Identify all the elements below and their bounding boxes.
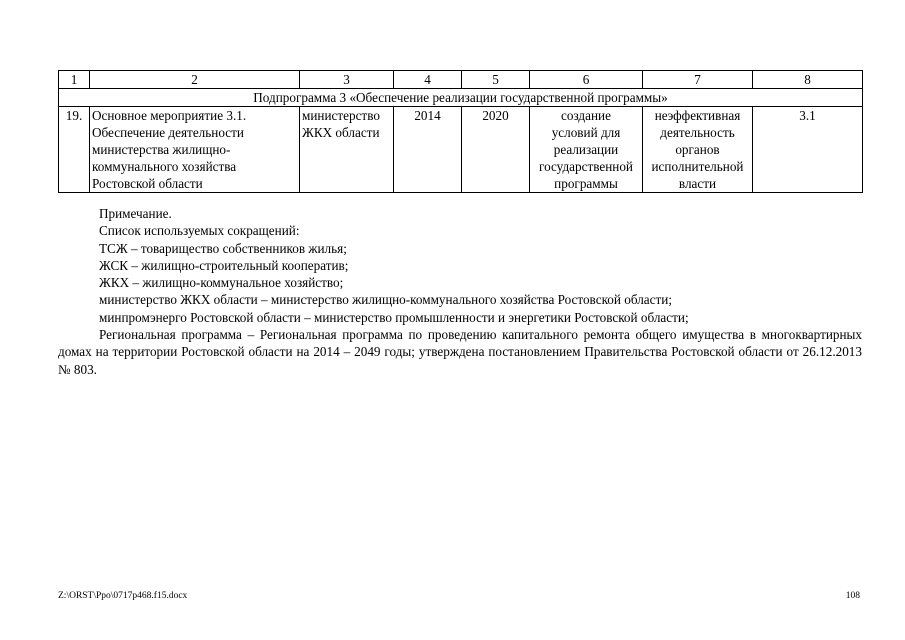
note-paragraph: Региональная программа – Региональная программа по проведению капитального ремонта общего имущества в многоквартирных домах на территории Ростовской области на 2014 – 2049 годы; утверждена постановлением Правительства Ростовской области от 26.12.2013 № 803.: [58, 327, 862, 377]
row-number: 19.: [59, 107, 90, 193]
page-number: 108: [845, 591, 860, 601]
header-cell-3: 3: [300, 71, 394, 89]
header-cell-7: 7: [643, 71, 753, 89]
note-line: ЖСК – жилищно-строительный кооператив;: [99, 257, 349, 273]
note-line: ТСЖ – товарищество собственников жилья;: [99, 240, 347, 256]
table-row: [59, 107, 863, 193]
end-year: 2020: [462, 107, 530, 193]
note-line: министерство ЖКХ области – министерство жилищно-коммунального хозяйства Ростовской области;: [99, 292, 672, 308]
start-year: 2014: [394, 107, 462, 193]
header-cell-6: 6: [530, 71, 643, 89]
expected-result: создание условий для реализации государственной программы: [530, 107, 643, 193]
consequences: неэффективная деятельность органов исполнительной власти: [643, 107, 753, 193]
header-cell-1: 1: [59, 71, 90, 89]
header-cell-5: 5: [462, 71, 530, 89]
executor: министерство ЖКХ области: [300, 107, 394, 193]
subprogram-row: [59, 89, 863, 107]
header-cell-2: 2: [90, 71, 300, 89]
subprogram-title: Подпрограмма 3 «Обеспечение реализации государственной программы»: [59, 89, 863, 107]
header-cell-4: 4: [394, 71, 462, 89]
notes-section: [58, 205, 862, 378]
indicator-link: 3.1: [753, 107, 863, 193]
table-header-row: [59, 71, 863, 89]
measure-name: Основное мероприятие 3.1. Обеспечение деятельности министерства жилищно- коммунального хозяйства Ростовской области: [90, 107, 300, 193]
program-table: [58, 70, 863, 193]
header-cell-8: 8: [753, 71, 863, 89]
note-line: Список используемых сокращений:: [99, 223, 300, 239]
note-line: ЖКХ – жилищно-коммунальное хозяйство;: [99, 275, 344, 291]
footer-file-path: Z:\ORST\Ppo\0717p468.f15.docx: [58, 591, 188, 601]
note-title: Примечание.: [99, 206, 172, 221]
note-line: минпромэнерго Ростовской области – министерство промышленности и энергетики Ростовской области;: [99, 309, 689, 325]
